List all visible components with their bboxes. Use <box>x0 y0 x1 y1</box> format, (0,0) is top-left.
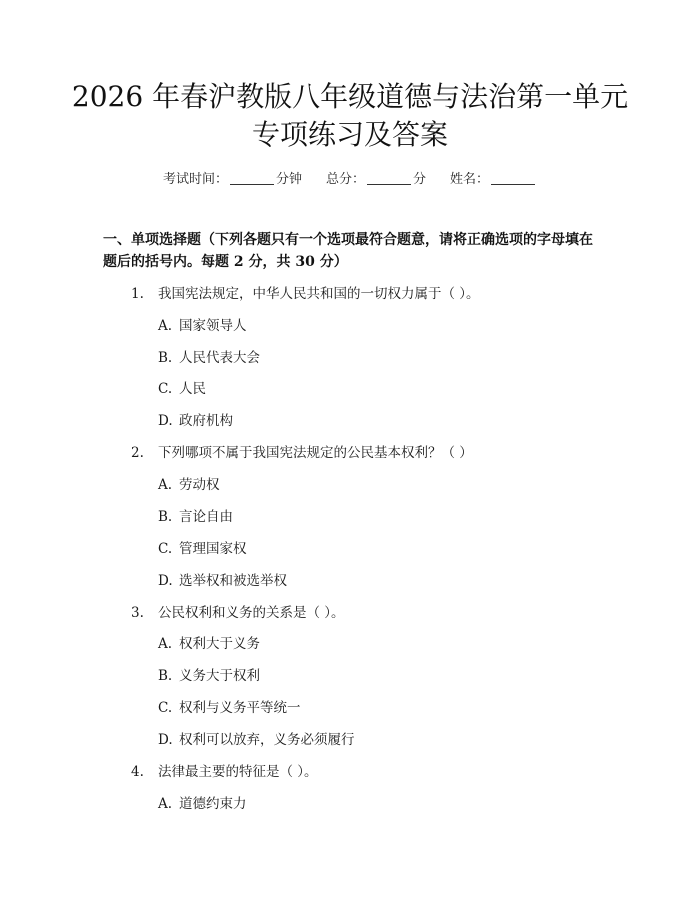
exam-time-field <box>163 168 302 187</box>
option-letter: D. <box>158 732 173 748</box>
question-1-option-b <box>158 346 260 366</box>
question-number: 2. <box>131 445 144 461</box>
option-letter: C. <box>158 541 173 557</box>
option-letter: A. <box>158 796 173 812</box>
question-1 <box>131 282 480 302</box>
section-heading <box>103 229 603 273</box>
section-heading-line2: 题后的括号内。每题 2 分，共 30 分） <box>103 254 348 270</box>
exam-meta <box>0 168 700 187</box>
option-text: 管理国家权 <box>179 541 247 557</box>
question-number: 4. <box>131 764 144 780</box>
question-3-option-a <box>158 632 260 652</box>
exam-time-label: 考试时间： <box>162 172 228 187</box>
option-letter: A. <box>158 477 173 493</box>
name-blank[interactable] <box>491 171 535 185</box>
total-score-unit: 分 <box>413 172 427 187</box>
option-text: 权利与义务平等统一 <box>179 700 301 716</box>
option-text: 人民 <box>179 381 206 397</box>
option-letter: D. <box>158 413 173 429</box>
total-score-blank[interactable] <box>367 171 411 185</box>
question-4 <box>131 760 318 780</box>
section-heading-line1: 一、单项选择题（下列各题只有一个选项最符合题意，请将正确选项的字母填在 <box>103 232 593 248</box>
name-field <box>450 168 537 187</box>
option-letter: B. <box>158 350 173 366</box>
question-1-option-c <box>158 377 206 397</box>
question-text: 法律最主要的特征是（ ）。 <box>158 764 318 780</box>
option-text: 权利可以放弃，义务必须履行 <box>179 732 355 748</box>
name-label: 姓名： <box>450 172 490 187</box>
question-number: 1. <box>131 286 144 302</box>
option-text: 言论自由 <box>179 509 233 525</box>
option-text: 政府机构 <box>179 413 233 429</box>
option-letter: A. <box>158 636 173 652</box>
question-number: 3. <box>131 605 144 621</box>
page-title-line2: 专项练习及答案 <box>251 118 448 151</box>
question-1-option-a <box>158 314 247 334</box>
question-text: 下列哪项不属于我国宪法规定的公民基本权利？（ ） <box>158 445 473 461</box>
question-3-option-d <box>158 728 355 748</box>
option-letter: D. <box>158 573 173 589</box>
question-2-option-a <box>158 473 220 493</box>
option-letter: B. <box>158 509 173 525</box>
option-text: 人民代表大会 <box>179 350 260 366</box>
total-score-label: 总分： <box>325 172 365 187</box>
question-1-option-d <box>158 409 233 429</box>
question-3-option-c <box>158 696 301 716</box>
question-3-option-b <box>158 664 260 684</box>
option-text: 国家领导人 <box>179 318 247 334</box>
option-text: 劳动权 <box>179 477 220 493</box>
question-3 <box>131 601 345 621</box>
option-letter: A. <box>158 318 173 334</box>
page-title-line1: 2026 年春沪教版八年级道德与法治第一单元 <box>71 80 629 113</box>
exam-time-blank[interactable] <box>230 171 274 185</box>
total-score-field <box>326 168 426 187</box>
option-text: 权利大于义务 <box>179 636 260 652</box>
exam-time-unit: 分钟 <box>275 172 302 187</box>
option-text: 选举权和被选举权 <box>179 573 287 589</box>
option-letter: C. <box>158 700 173 716</box>
question-2-option-b <box>158 505 233 525</box>
question-2-option-d <box>158 569 287 589</box>
question-text: 公民权利和义务的关系是（ ）。 <box>158 605 345 621</box>
question-2-option-c <box>158 537 247 557</box>
option-letter: C. <box>158 381 173 397</box>
option-text: 义务大于权利 <box>179 668 260 684</box>
option-text: 道德约束力 <box>179 796 247 812</box>
question-text: 我国宪法规定，中华人民共和国的一切权力属于（ ）。 <box>158 286 480 302</box>
question-4-option-a <box>158 792 247 812</box>
option-letter: B. <box>158 668 173 684</box>
question-2 <box>131 441 473 461</box>
